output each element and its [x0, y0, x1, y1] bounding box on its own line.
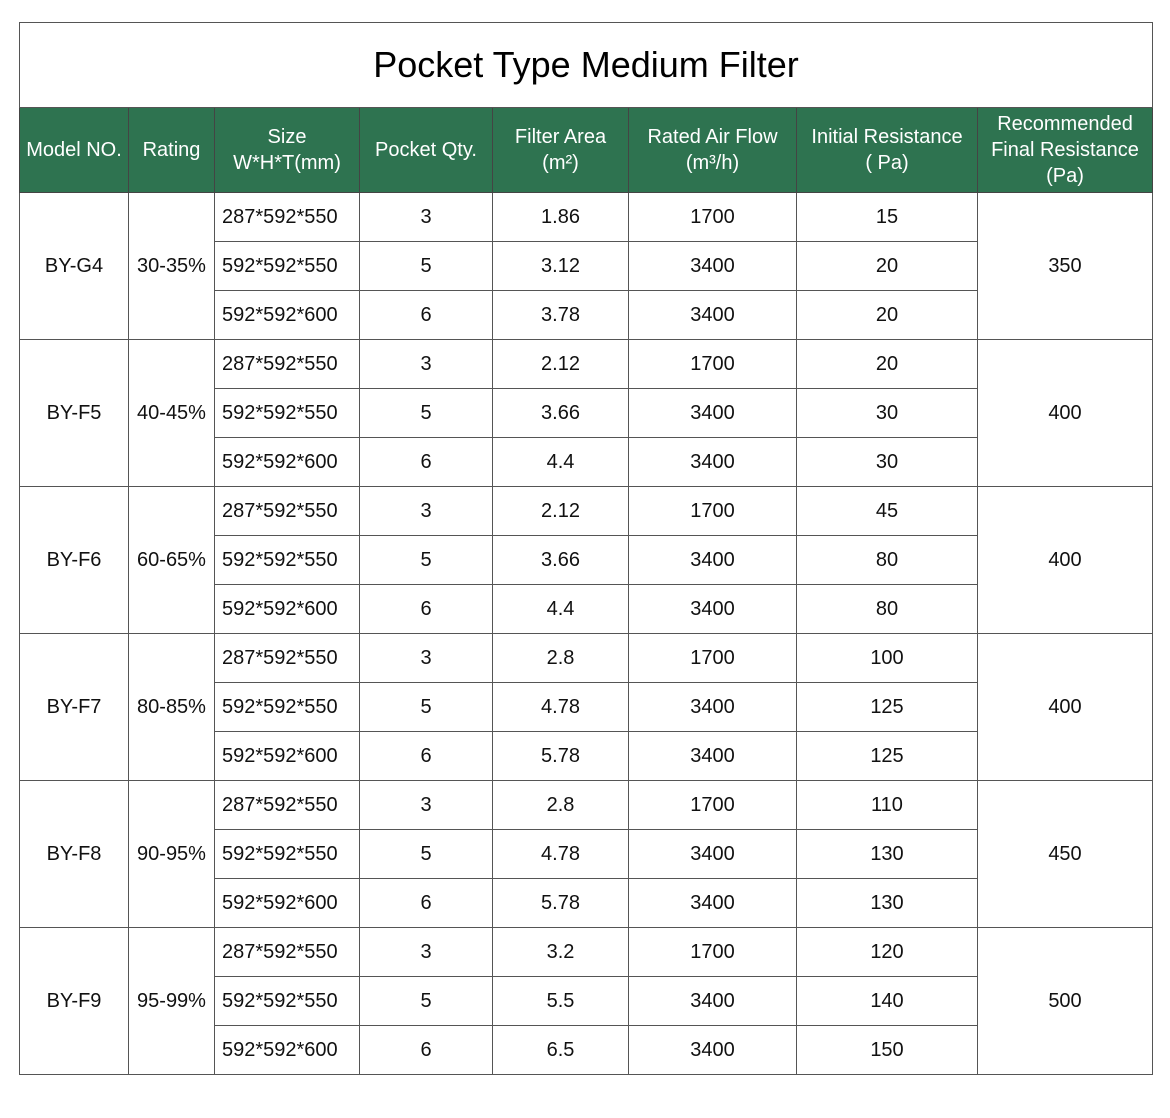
pocket-qty-cell: 3: [360, 193, 493, 242]
spec-table-container: [19, 22, 1152, 1075]
pocket-qty-cell: 6: [360, 438, 493, 487]
air-flow-cell: 3400: [629, 536, 797, 585]
column-header-line: Pocket Qty.: [375, 139, 477, 161]
table-row: [20, 340, 1153, 389]
size-cell: 287*592*550: [215, 487, 360, 536]
model-cell: BY-F8: [20, 781, 129, 928]
initial-resistance-cell: 100: [797, 634, 978, 683]
final-resistance-cell: 500: [978, 928, 1153, 1075]
initial-resistance-cell: 20: [797, 340, 978, 389]
air-flow-cell: 1700: [629, 487, 797, 536]
initial-resistance-cell: 125: [797, 732, 978, 781]
header-row: [20, 108, 1153, 193]
filter-area-cell: 3.66: [493, 389, 629, 438]
column-header: [215, 108, 360, 193]
rating-cell: 30-35%: [129, 193, 215, 340]
size-cell: 592*592*550: [215, 977, 360, 1026]
column-header: [493, 108, 629, 193]
model-cell: BY-F9: [20, 928, 129, 1075]
initial-resistance-cell: 45: [797, 487, 978, 536]
table-row: [20, 781, 1153, 830]
model-cell: BY-F5: [20, 340, 129, 487]
air-flow-cell: 3400: [629, 732, 797, 781]
pocket-qty-cell: 6: [360, 879, 493, 928]
filter-area-cell: 5.78: [493, 879, 629, 928]
rating-cell: 40-45%: [129, 340, 215, 487]
pocket-qty-cell: 6: [360, 291, 493, 340]
size-cell: 287*592*550: [215, 634, 360, 683]
air-flow-cell: 1700: [629, 340, 797, 389]
column-header: [360, 108, 493, 193]
filter-area-cell: 2.8: [493, 781, 629, 830]
column-header-line: Initial Resistance: [811, 126, 963, 148]
initial-resistance-cell: 20: [797, 291, 978, 340]
air-flow-cell: 3400: [629, 977, 797, 1026]
column-header-line: Recommended: [997, 113, 1133, 135]
filter-area-cell: 3.66: [493, 536, 629, 585]
pocket-qty-cell: 6: [360, 732, 493, 781]
column-header-line: ( Pa): [865, 152, 909, 174]
model-cell: BY-F6: [20, 487, 129, 634]
pocket-qty-cell: 3: [360, 340, 493, 389]
air-flow-cell: 3400: [629, 389, 797, 438]
pocket-qty-cell: 5: [360, 977, 493, 1026]
air-flow-cell: 3400: [629, 438, 797, 487]
size-cell: 592*592*600: [215, 879, 360, 928]
column-header: [129, 108, 215, 193]
initial-resistance-cell: 80: [797, 536, 978, 585]
initial-resistance-cell: 130: [797, 830, 978, 879]
air-flow-cell: 3400: [629, 1026, 797, 1075]
filter-area-cell: 2.12: [493, 340, 629, 389]
pocket-qty-cell: 6: [360, 585, 493, 634]
initial-resistance-cell: 80: [797, 585, 978, 634]
size-cell: 592*592*550: [215, 830, 360, 879]
column-header-line: Model NO.: [26, 139, 122, 161]
pocket-qty-cell: 6: [360, 1026, 493, 1075]
air-flow-cell: 1700: [629, 928, 797, 977]
rating-cell: 95-99%: [129, 928, 215, 1075]
pocket-qty-cell: 5: [360, 536, 493, 585]
air-flow-cell: 3400: [629, 291, 797, 340]
filter-area-cell: 2.8: [493, 634, 629, 683]
size-cell: 287*592*550: [215, 193, 360, 242]
air-flow-cell: 3400: [629, 879, 797, 928]
table-title: Pocket Type Medium Filter: [20, 23, 1153, 108]
size-cell: 287*592*550: [215, 340, 360, 389]
pocket-qty-cell: 5: [360, 683, 493, 732]
rating-cell: 80-85%: [129, 634, 215, 781]
pocket-qty-cell: 3: [360, 634, 493, 683]
rating-cell: 60-65%: [129, 487, 215, 634]
column-header-line: (Pa): [1046, 165, 1084, 187]
size-cell: 287*592*550: [215, 928, 360, 977]
air-flow-cell: 3400: [629, 830, 797, 879]
column-header-line: Rated Air Flow: [647, 126, 778, 148]
initial-resistance-cell: 110: [797, 781, 978, 830]
column-header: [978, 108, 1153, 193]
air-flow-cell: 1700: [629, 193, 797, 242]
filter-area-cell: 6.5: [493, 1026, 629, 1075]
pocket-qty-cell: 5: [360, 389, 493, 438]
column-header: [797, 108, 978, 193]
filter-area-cell: 4.78: [493, 830, 629, 879]
filter-area-cell: 4.78: [493, 683, 629, 732]
air-flow-cell: 3400: [629, 242, 797, 291]
pocket-qty-cell: 5: [360, 830, 493, 879]
final-resistance-cell: 400: [978, 487, 1153, 634]
filter-area-cell: 3.78: [493, 291, 629, 340]
filter-area-cell: 3.2: [493, 928, 629, 977]
filter-area-cell: 5.5: [493, 977, 629, 1026]
pocket-qty-cell: 5: [360, 242, 493, 291]
column-header: [629, 108, 797, 193]
column-header-line: Final Resistance: [991, 139, 1139, 161]
column-header: [20, 108, 129, 193]
size-cell: 592*592*550: [215, 536, 360, 585]
spec-table: [19, 22, 1153, 1075]
air-flow-cell: 3400: [629, 585, 797, 634]
table-row: [20, 928, 1153, 977]
column-header-line: W*H*T(mm): [233, 152, 341, 174]
initial-resistance-cell: 150: [797, 1026, 978, 1075]
pocket-qty-cell: 3: [360, 928, 493, 977]
filter-area-cell: 4.4: [493, 438, 629, 487]
size-cell: 592*592*600: [215, 438, 360, 487]
initial-resistance-cell: 30: [797, 438, 978, 487]
size-cell: 592*592*600: [215, 291, 360, 340]
model-cell: BY-F7: [20, 634, 129, 781]
size-cell: 592*592*550: [215, 242, 360, 291]
column-header-line: Filter Area: [514, 126, 607, 148]
filter-area-cell: 1.86: [493, 193, 629, 242]
air-flow-cell: 1700: [629, 781, 797, 830]
pocket-qty-cell: 3: [360, 781, 493, 830]
column-header-line: Size: [267, 126, 307, 148]
air-flow-cell: 1700: [629, 634, 797, 683]
filter-area-cell: 4.4: [493, 585, 629, 634]
air-flow-cell: 3400: [629, 683, 797, 732]
initial-resistance-cell: 15: [797, 193, 978, 242]
initial-resistance-cell: 120: [797, 928, 978, 977]
table-row: [20, 193, 1153, 242]
table-row: [20, 487, 1153, 536]
size-cell: 592*592*550: [215, 389, 360, 438]
size-cell: 592*592*600: [215, 1026, 360, 1075]
column-header-line: Rating: [142, 139, 201, 161]
size-cell: 592*592*550: [215, 683, 360, 732]
filter-area-cell: 5.78: [493, 732, 629, 781]
filter-area-cell: 2.12: [493, 487, 629, 536]
size-cell: 287*592*550: [215, 781, 360, 830]
initial-resistance-cell: 20: [797, 242, 978, 291]
final-resistance-cell: 350: [978, 193, 1153, 340]
initial-resistance-cell: 140: [797, 977, 978, 1026]
initial-resistance-cell: 125: [797, 683, 978, 732]
filter-area-cell: 3.12: [493, 242, 629, 291]
size-cell: 592*592*600: [215, 585, 360, 634]
final-resistance-cell: 400: [978, 340, 1153, 487]
size-cell: 592*592*600: [215, 732, 360, 781]
column-header-line: (m³/h): [685, 152, 740, 174]
model-cell: BY-G4: [20, 193, 129, 340]
pocket-qty-cell: 3: [360, 487, 493, 536]
rating-cell: 90-95%: [129, 781, 215, 928]
final-resistance-cell: 400: [978, 634, 1153, 781]
initial-resistance-cell: 30: [797, 389, 978, 438]
initial-resistance-cell: 130: [797, 879, 978, 928]
column-header-line: (m²): [542, 152, 579, 174]
final-resistance-cell: 450: [978, 781, 1153, 928]
table-row: [20, 634, 1153, 683]
